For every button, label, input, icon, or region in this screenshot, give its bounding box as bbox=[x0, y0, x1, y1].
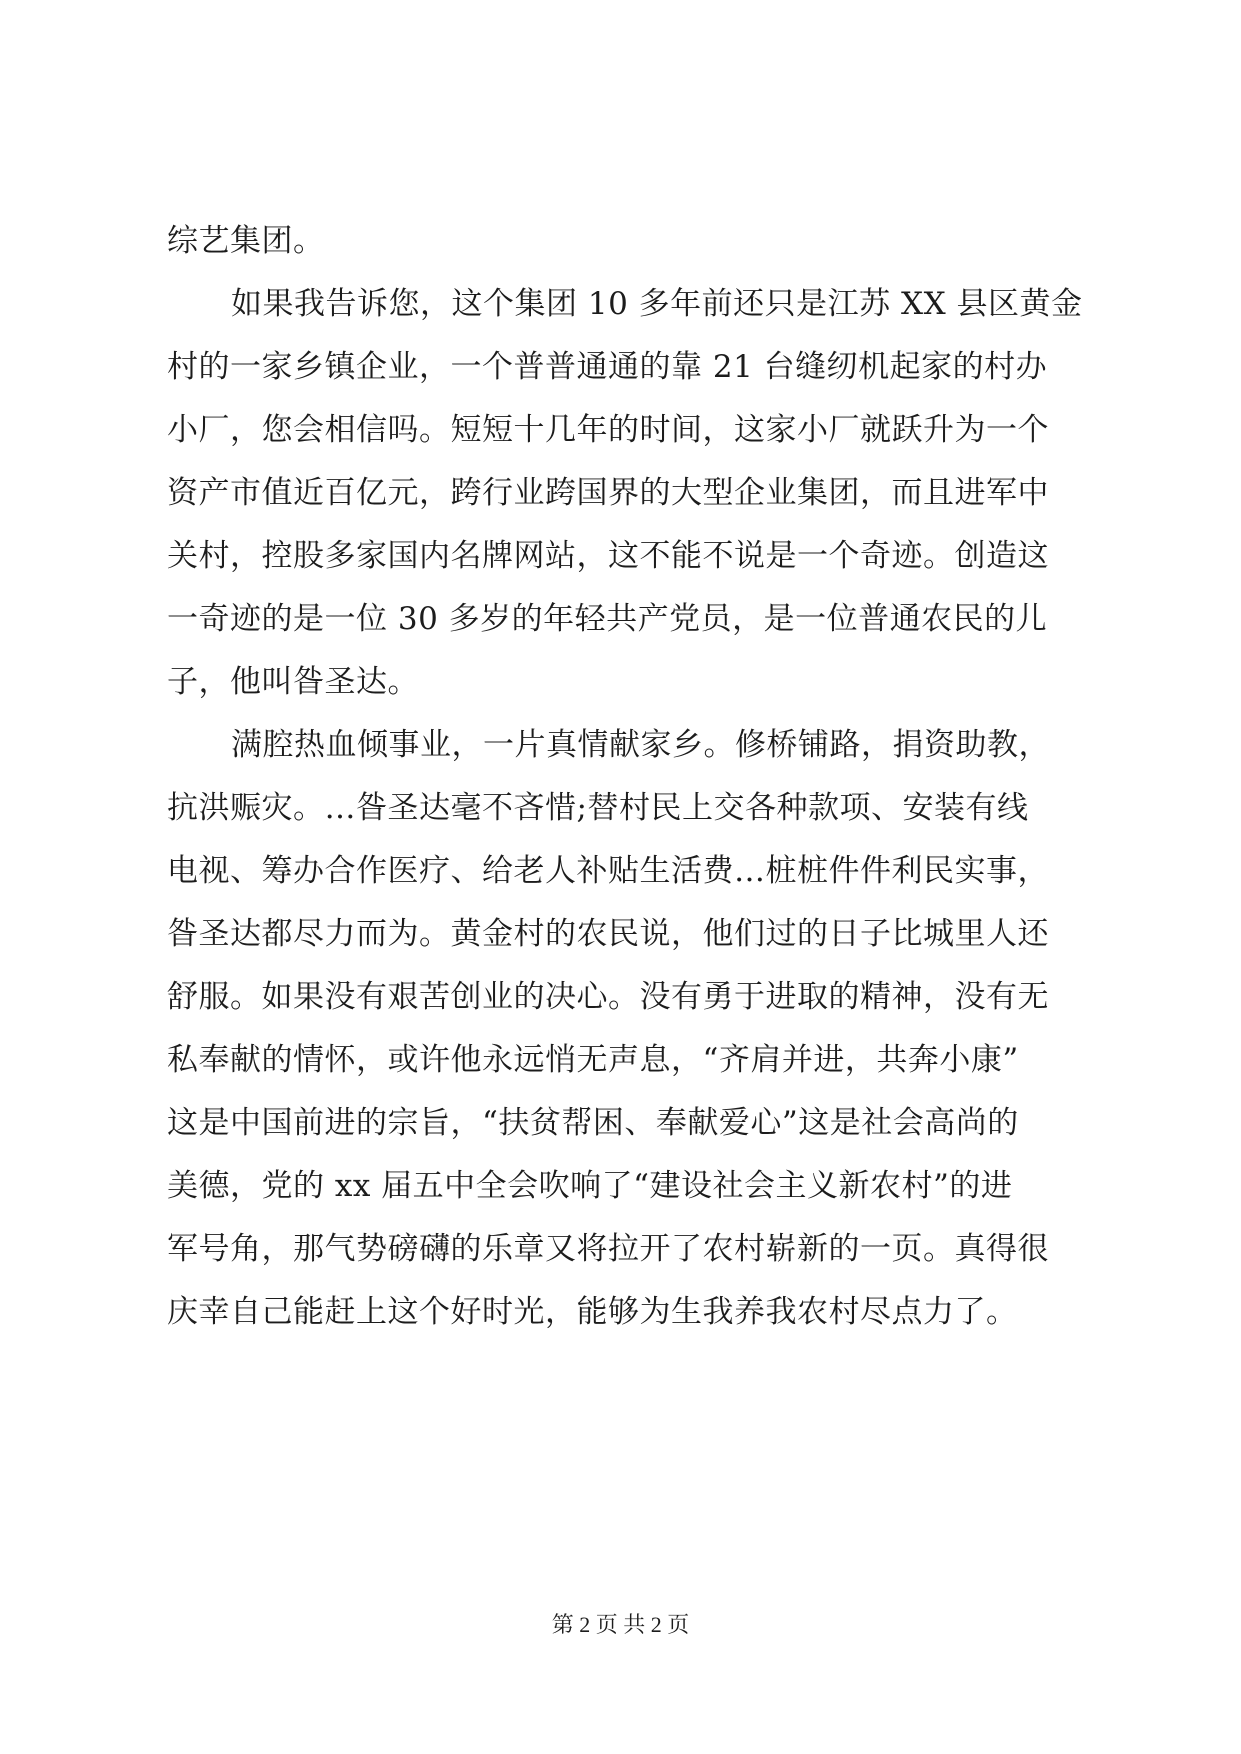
text-line: 昝圣达都尽力而为。黄金村的农民说，他们过的日子比城里人还 bbox=[167, 916, 1049, 952]
text-line: 资产市值近百亿元，跨行业跨国界的大型企业集团，而且进军中 bbox=[167, 475, 1049, 511]
document-body bbox=[167, 210, 1083, 1344]
text-line: 军号角，那气势磅礴的乐章又将拉开了农村崭新的一页。真得很 bbox=[167, 1231, 1049, 1267]
page-number-label: 第 2 页 共 2 页 bbox=[551, 1612, 690, 1637]
text-line: 综艺集团。 bbox=[167, 223, 325, 259]
text-line: 私奉献的情怀，或许他永远悄无声息，“齐肩并进，共奔小康” bbox=[167, 1042, 1019, 1078]
text-line: 村的一家乡镇企业，一个普普通通的靠 21 台缝纫机起家的村办 bbox=[167, 349, 1048, 385]
page-footer bbox=[0, 1610, 1241, 1640]
text-line: 关村，控股多家国内名牌网站，这不能不说是一个奇迹。创造这 bbox=[167, 538, 1049, 574]
text-line: 美德，党的 xx 届五中全会吹响了“建设社会主义新农村”的进 bbox=[167, 1168, 1013, 1204]
paragraph-first-line: 满腔热血倾事业，一片真情献家乡。修桥铺路，捐资助教， bbox=[231, 727, 1050, 763]
text-line: 一奇迹的是一位 30 多岁的年轻共产党员，是一位普通农民的儿 bbox=[167, 601, 1048, 637]
text-line: 庆幸自己能赶上这个好时光，能够为生我养我农村尽点力了。 bbox=[167, 1294, 1018, 1330]
paragraph-first-line: 如果我告诉您，这个集团 10 多年前还只是江苏 XX 县区黄金 bbox=[231, 286, 1083, 322]
text-line: 这是中国前进的宗旨，“扶贫帮困、奉献爱心”这是社会高尚的 bbox=[167, 1105, 1019, 1141]
text-line: 电视、筹办合作医疗、给老人补贴生活费…桩桩件件利民实事， bbox=[167, 853, 1049, 889]
text-line: 子，他叫昝圣达。 bbox=[167, 664, 419, 700]
text-line: 抗洪赈灾。…昝圣达毫不吝惜;替村民上交各种款项、安装有线 bbox=[167, 790, 1029, 826]
text-line: 舒服。如果没有艰苦创业的决心。没有勇于进取的精神，没有无 bbox=[167, 979, 1049, 1015]
text-line: 小厂，您会相信吗。短短十几年的时间，这家小厂就跃升为一个 bbox=[167, 412, 1049, 448]
